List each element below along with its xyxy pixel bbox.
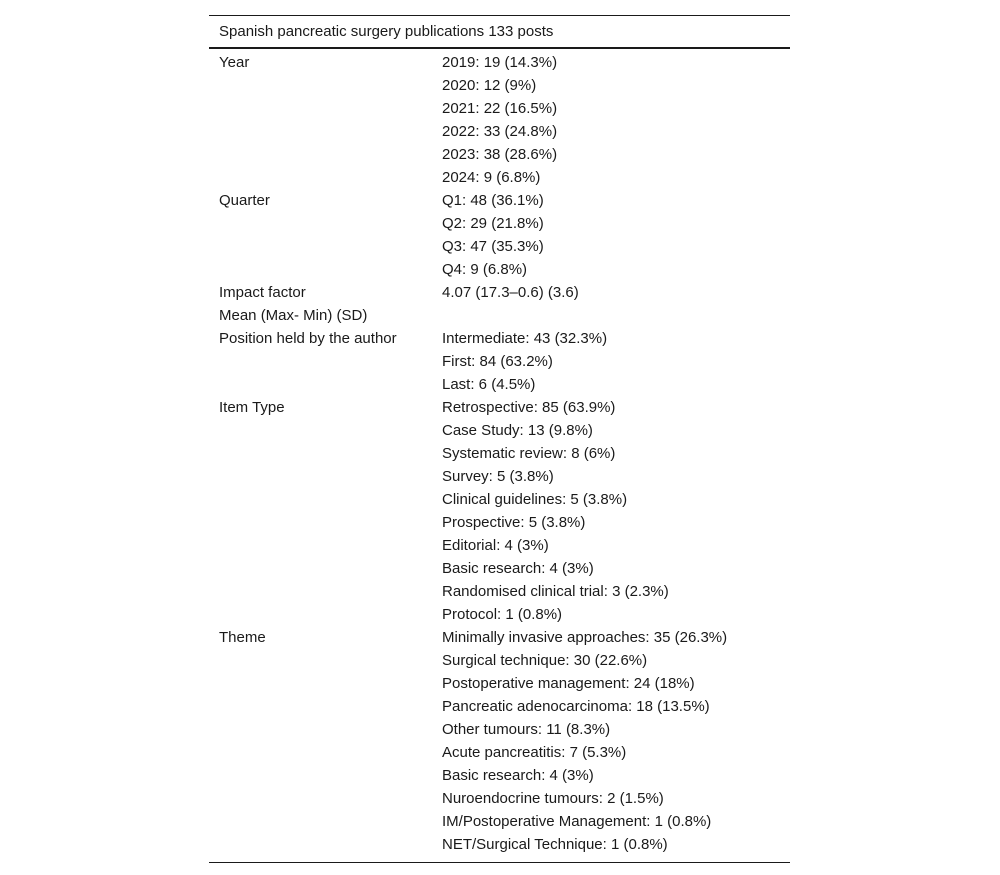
row-values [442,281,790,304]
row-label-line: Year [219,54,250,71]
row-value: 2023: 38 (28.6%) [442,146,558,163]
row-value: Acute pancreatitis: 7 (5.3%) [442,744,627,761]
row-values [442,51,790,189]
table-row [209,189,790,281]
row-values [442,327,790,396]
row-values [442,626,790,856]
row-value: Last: 6 (4.5%) [442,376,536,393]
row-value: Prospective: 5 (3.8%) [442,514,586,531]
row-value: Basic research: 4 (3%) [442,560,594,577]
row-value: Q4: 9 (6.8%) [442,261,528,278]
row-label-line: Mean (Max- Min) (SD) [219,307,368,324]
table-row [209,626,790,856]
row-value: 2021: 22 (16.5%) [442,100,558,117]
row-value: 2020: 12 (9%) [442,77,537,94]
row-label [209,327,442,350]
row-value: Q1: 48 (36.1%) [442,192,544,209]
row-value: Randomised clinical trial: 3 (2.3%) [442,583,669,600]
row-values [442,396,790,626]
row-label-line: Theme [219,629,266,646]
row-value: 4.07 (17.3–0.6) (3.6) [442,284,579,301]
row-value: Other tumours: 11 (8.3%) [442,721,611,738]
row-value: Minimally invasive approaches: 35 (26.3%) [442,629,728,646]
table-row [209,281,790,327]
row-label [209,51,442,74]
table-row [209,327,790,396]
table-caption: Spanish pancreatic surgery publications 133 posts [209,16,790,49]
publications-table [209,15,790,863]
row-value: Survey: 5 (3.8%) [442,468,554,485]
row-value: Pancreatic adenocarcinoma: 18 (13.5%) [442,698,710,715]
row-value: 2022: 33 (24.8%) [442,123,558,140]
row-value: 2024: 9 (6.8%) [442,169,541,186]
row-value: Surgical technique: 30 (22.6%) [442,652,648,669]
row-value: Q3: 47 (35.3%) [442,238,544,255]
row-value: Basic research: 4 (3%) [442,767,594,784]
row-value: Clinical guidelines: 5 (3.8%) [442,491,628,508]
row-label-line: Impact factor [219,284,306,301]
row-value: Editorial: 4 (3%) [442,537,549,554]
row-value: 2019: 19 (14.3%) [442,54,558,71]
row-value: Q2: 29 (21.8%) [442,215,544,232]
row-value: First: 84 (63.2%) [442,353,553,370]
row-label-line: Position held by the author [219,330,397,347]
row-value: IM/Postoperative Management: 1 (0.8%) [442,813,712,830]
row-value: Protocol: 1 (0.8%) [442,606,563,623]
row-label [209,281,442,327]
row-value: Nuroendocrine tumours: 2 (1.5%) [442,790,664,807]
row-value: Postoperative management: 24 (18%) [442,675,695,692]
row-label [209,396,442,419]
row-value: Case Study: 13 (9.8%) [442,422,593,439]
row-label-line: Quarter [219,192,270,209]
row-value: Systematic review: 8 (6%) [442,445,616,462]
table-row [209,51,790,189]
row-value: NET/Surgical Technique: 1 (0.8%) [442,836,668,853]
row-value: Retrospective: 85 (63.9%) [442,399,616,416]
row-label-line: Item Type [219,399,285,416]
row-values [442,189,790,281]
row-label [209,189,442,212]
row-value: Intermediate: 43 (32.3%) [442,330,608,347]
row-label [209,626,442,649]
table-row [209,396,790,626]
table-body [209,49,790,862]
